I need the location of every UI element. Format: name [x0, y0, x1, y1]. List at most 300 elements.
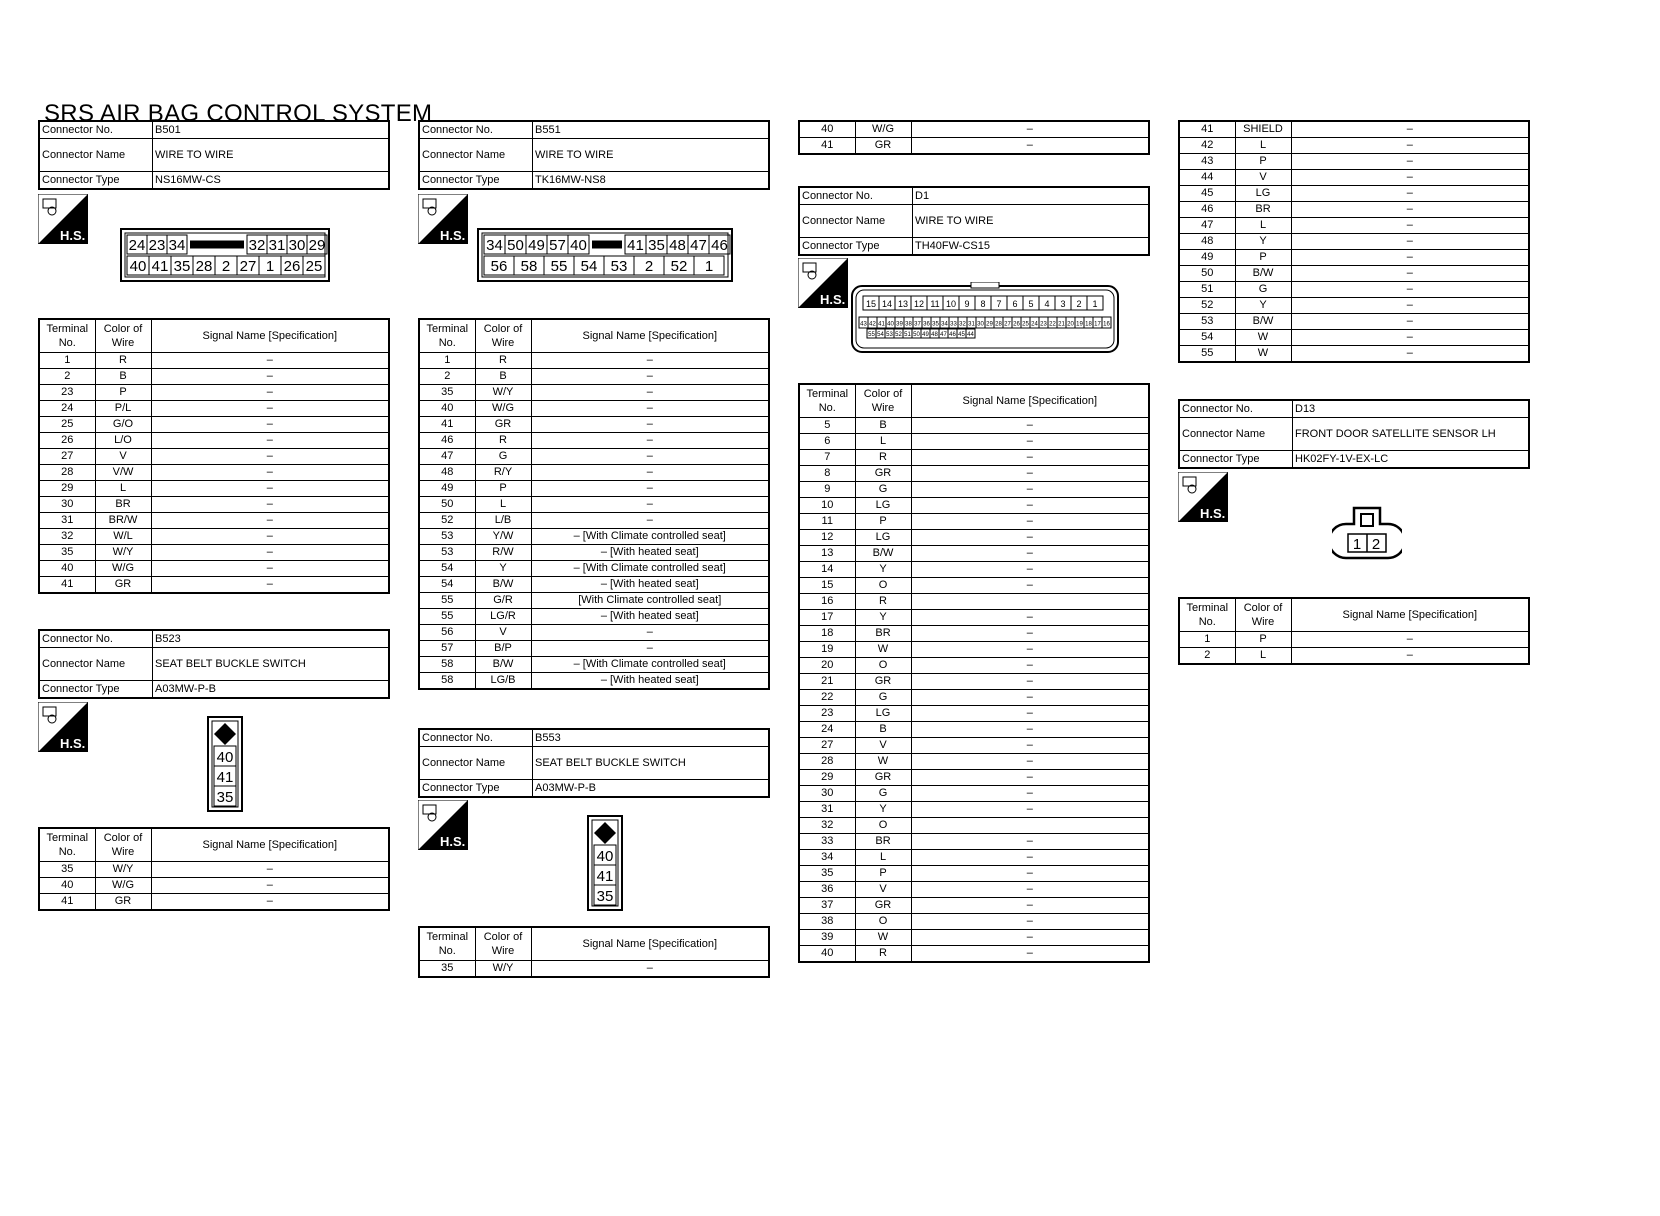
- signal-name-cell: –: [911, 562, 1149, 578]
- signal-name-cell: –: [151, 862, 389, 878]
- terminal-no-header: Terminal No.: [419, 319, 475, 353]
- hs-icon: [798, 258, 848, 308]
- pin-number: 35: [596, 888, 614, 905]
- signal-name-cell: –: [911, 466, 1149, 482]
- table-row: [39, 862, 389, 878]
- connector-type-label: Connector Type: [799, 238, 913, 256]
- terminal-no-cell: 47: [419, 449, 475, 465]
- pin-number: 50: [507, 236, 524, 254]
- table-row: [1179, 346, 1529, 363]
- signal-name-cell: – [With heated seat]: [531, 673, 769, 690]
- hs-icon: [418, 194, 468, 244]
- pin-number: 15: [865, 298, 877, 309]
- signal-name-cell: –: [911, 674, 1149, 690]
- signal-name-cell: –: [531, 513, 769, 529]
- table-row: [1179, 282, 1529, 298]
- wire-color-cell: B: [95, 369, 151, 385]
- pin-number: 14: [881, 298, 893, 309]
- signal-name-cell: –: [911, 498, 1149, 514]
- connector-info-d1: [798, 186, 1150, 256]
- table-row: [1179, 330, 1529, 346]
- connector-name-label: Connector Name: [39, 139, 153, 172]
- wire-color-cell: L: [855, 434, 911, 450]
- table-row: [39, 449, 389, 465]
- pin-number: 23: [1040, 321, 1047, 328]
- terminal-table-d1: [798, 383, 1150, 963]
- wire-color-cell: GR: [475, 417, 531, 433]
- terminal-no-cell: 58: [419, 673, 475, 690]
- connector-no-value: D13: [1293, 400, 1530, 418]
- wire-color-cell: GR: [855, 466, 911, 482]
- terminal-no-cell: 6: [799, 434, 855, 450]
- wire-color-cell: LG: [855, 530, 911, 546]
- wire-color-cell: V: [1235, 170, 1291, 186]
- wire-color-cell: B: [855, 722, 911, 738]
- table-row: [1179, 154, 1529, 170]
- pin-number: 58: [520, 257, 538, 275]
- terminal-no-cell: 54: [419, 561, 475, 577]
- signal-name-cell: –: [1291, 250, 1529, 266]
- pin-number: 40: [596, 848, 614, 865]
- pin-number: 35: [648, 236, 665, 254]
- pin-number: 25: [305, 257, 323, 275]
- signal-name-header: Signal Name [Specification]: [531, 319, 769, 353]
- terminal-no-cell: 40: [39, 878, 95, 894]
- wire-color-cell: W/Y: [475, 385, 531, 401]
- pin-number: 35: [216, 789, 234, 806]
- pin-number: 52: [670, 257, 688, 275]
- wire-color-cell: Y: [1235, 298, 1291, 314]
- terminal-no-cell: 37: [799, 898, 855, 914]
- connector-no-value: D1: [913, 187, 1150, 205]
- pin-number: 37: [914, 321, 921, 328]
- signal-name-cell: –: [531, 961, 769, 978]
- signal-name-cell: –: [1291, 234, 1529, 250]
- connector-name-value: WIRE TO WIRE: [913, 205, 1150, 238]
- terminal-no-cell: 55: [419, 593, 475, 609]
- pin-number: 6: [1012, 298, 1018, 309]
- signal-name-cell: –: [1291, 218, 1529, 234]
- table-row: [799, 802, 1149, 818]
- wire-color-cell: R: [95, 353, 151, 369]
- color-of-wire-header: Color of Wire: [95, 828, 151, 862]
- wire-color-cell: GR: [95, 894, 151, 911]
- wire-color-cell: G: [1235, 282, 1291, 298]
- terminal-no-cell: 25: [39, 417, 95, 433]
- signal-name-cell: –: [151, 561, 389, 577]
- wire-color-cell: Y: [1235, 234, 1291, 250]
- terminal-no-cell: 24: [799, 722, 855, 738]
- pin-number: 26: [1013, 321, 1020, 328]
- terminal-no-cell: 54: [419, 577, 475, 593]
- table-row: [799, 850, 1149, 866]
- wire-color-cell: L: [95, 481, 151, 497]
- pin-number: 30: [288, 236, 306, 254]
- pin-number: 55: [868, 332, 875, 339]
- terminal-no-cell: 55: [419, 609, 475, 625]
- table-row: [39, 417, 389, 433]
- wire-color-cell: SHIELD: [1235, 121, 1291, 138]
- terminal-no-cell: 16: [799, 594, 855, 610]
- terminal-no-cell: 49: [1179, 250, 1235, 266]
- connector-name-label: Connector Name: [419, 139, 533, 172]
- wire-color-cell: V: [95, 449, 151, 465]
- signal-name-cell: –: [911, 578, 1149, 594]
- table-row: [1179, 250, 1529, 266]
- terminal-no-cell: 50: [1179, 266, 1235, 282]
- pin-number: 24: [128, 236, 146, 254]
- connector-name-value: FRONT DOOR SATELLITE SENSOR LH: [1293, 418, 1530, 451]
- connector-no-label: Connector No.: [799, 187, 913, 205]
- terminal-no-cell: 21: [799, 674, 855, 690]
- wire-color-cell: LG: [1235, 186, 1291, 202]
- signal-name-cell: –: [911, 626, 1149, 642]
- signal-name-cell: –: [151, 449, 389, 465]
- wire-color-cell: G/O: [95, 417, 151, 433]
- signal-name-cell: –: [151, 401, 389, 417]
- signal-name-cell: –: [151, 878, 389, 894]
- terminal-no-cell: 17: [799, 610, 855, 626]
- terminal-no-header: Terminal No.: [39, 828, 95, 862]
- signal-name-cell: [911, 594, 1149, 610]
- table-row: [39, 513, 389, 529]
- connector-info-b553: [418, 728, 770, 798]
- connector-name-value: SEAT BELT BUCKLE SWITCH: [153, 648, 390, 681]
- terminal-no-cell: 31: [39, 513, 95, 529]
- signal-name-cell: –: [911, 121, 1149, 138]
- wire-color-cell: GR: [855, 898, 911, 914]
- wire-color-cell: V: [855, 882, 911, 898]
- wire-color-cell: R/Y: [475, 465, 531, 481]
- table-row: [799, 914, 1149, 930]
- terminal-no-cell: 50: [419, 497, 475, 513]
- table-row: [799, 658, 1149, 674]
- terminal-table-b551: [418, 318, 770, 690]
- terminal-no-cell: 29: [39, 481, 95, 497]
- terminal-no-cell: 28: [39, 465, 95, 481]
- wire-color-cell: B/W: [475, 657, 531, 673]
- table-row: [799, 562, 1149, 578]
- signal-name-cell: – [With Climate controlled seat]: [531, 561, 769, 577]
- signal-name-cell: –: [531, 353, 769, 369]
- table-row: [419, 465, 769, 481]
- wire-color-cell: W/L: [95, 529, 151, 545]
- pin-number: 28: [995, 321, 1002, 328]
- signal-name-cell: –: [911, 866, 1149, 882]
- pin-number: 16: [1103, 321, 1110, 328]
- connector-no-label: Connector No.: [419, 121, 533, 139]
- terminal-no-cell: 30: [799, 786, 855, 802]
- connector-type-label: Connector Type: [39, 172, 153, 190]
- table-row: [1179, 138, 1529, 154]
- wire-color-cell: W: [855, 642, 911, 658]
- wire-color-cell: O: [855, 818, 911, 834]
- pin-number: 21: [1058, 321, 1065, 328]
- hs-icon: [38, 194, 88, 244]
- signal-name-cell: –: [531, 401, 769, 417]
- signal-name-cell: –: [911, 690, 1149, 706]
- terminal-no-cell: 35: [419, 961, 475, 978]
- terminal-no-cell: 53: [419, 529, 475, 545]
- color-of-wire-header: Color of Wire: [475, 319, 531, 353]
- wire-color-cell: LG/R: [475, 609, 531, 625]
- signal-name-cell: –: [1291, 266, 1529, 282]
- color-of-wire-header: Color of Wire: [855, 384, 911, 418]
- pin-number: 2: [1076, 298, 1082, 309]
- pin-number: 43: [860, 321, 867, 328]
- pin-number: 41: [216, 769, 234, 786]
- keyway-mark: [190, 241, 244, 249]
- terminal-no-cell: 35: [419, 385, 475, 401]
- terminal-no-cell: 56: [419, 625, 475, 641]
- pin-number: 40: [129, 257, 147, 275]
- terminal-no-cell: 7: [799, 450, 855, 466]
- pin-number: 10: [945, 298, 957, 309]
- terminal-no-cell: 12: [799, 530, 855, 546]
- pin-number: 52: [895, 332, 902, 339]
- connector-no-value: B501: [153, 121, 390, 139]
- signal-name-cell: –: [1291, 154, 1529, 170]
- signal-name-header: Signal Name [Specification]: [151, 319, 389, 353]
- table-row: [799, 706, 1149, 722]
- wire-color-cell: BR/W: [95, 513, 151, 529]
- signal-name-cell: –: [151, 497, 389, 513]
- signal-name-cell: –: [151, 577, 389, 594]
- wire-color-cell: W/Y: [95, 545, 151, 561]
- signal-name-cell: –: [531, 369, 769, 385]
- terminal-no-cell: 24: [39, 401, 95, 417]
- terminal-no-cell: 1: [419, 353, 475, 369]
- signal-name-cell: [911, 818, 1149, 834]
- terminal-no-cell: 31: [799, 802, 855, 818]
- signal-name-cell: –: [151, 417, 389, 433]
- connector-name-label: Connector Name: [39, 648, 153, 681]
- wire-color-cell: Y: [475, 561, 531, 577]
- terminal-no-cell: 53: [419, 545, 475, 561]
- pin-number: 40: [887, 321, 894, 328]
- signal-name-cell: –: [911, 138, 1149, 155]
- table-row: [419, 513, 769, 529]
- wire-color-cell: L: [1235, 648, 1291, 665]
- pin-number: 57: [549, 236, 566, 254]
- wire-color-cell: G: [855, 690, 911, 706]
- pin-number: 8: [980, 298, 986, 309]
- hs-icon: [418, 800, 468, 850]
- connector-info-b523: [38, 629, 390, 699]
- table-row: [1179, 298, 1529, 314]
- table-row: [799, 450, 1149, 466]
- table-row: [1179, 648, 1529, 665]
- wire-color-cell: W: [1235, 346, 1291, 363]
- signal-name-cell: –: [1291, 121, 1529, 138]
- signal-name-cell: –: [531, 417, 769, 433]
- signal-name-cell: –: [1291, 346, 1529, 363]
- pin-number: 56: [490, 257, 508, 275]
- pin-number: 34: [941, 321, 948, 328]
- terminal-no-cell: 57: [419, 641, 475, 657]
- wire-color-cell: R: [475, 433, 531, 449]
- pin-number: 12: [913, 298, 925, 309]
- signal-name-cell: –: [911, 434, 1149, 450]
- pin-number: 49: [922, 332, 929, 339]
- pin-number: 48: [669, 236, 686, 254]
- table-row: [1179, 632, 1529, 648]
- pin-number: 55: [550, 257, 568, 275]
- wire-color-cell: L: [475, 497, 531, 513]
- signal-name-cell: –: [151, 481, 389, 497]
- table-row: [799, 610, 1149, 626]
- pin-number: 46: [711, 236, 728, 254]
- pin-number: 38: [905, 321, 912, 328]
- signal-name-cell: –: [911, 610, 1149, 626]
- terminal-no-header: Terminal No.: [799, 384, 855, 418]
- table-row: [1179, 218, 1529, 234]
- wire-color-cell: LG: [855, 706, 911, 722]
- connector-type-value: A03MW-P-B: [533, 780, 770, 798]
- wire-color-cell: R: [475, 353, 531, 369]
- terminal-no-cell: 20: [799, 658, 855, 674]
- table-row: [799, 626, 1149, 642]
- pin-number: 1: [704, 257, 714, 275]
- pin-number: 30: [977, 321, 984, 328]
- table-row: [39, 894, 389, 911]
- connector-face-d1: [851, 282, 1119, 356]
- pin-number: 42: [869, 321, 876, 328]
- table-row: [39, 545, 389, 561]
- wire-color-cell: B/W: [475, 577, 531, 593]
- terminal-no-cell: 41: [39, 894, 95, 911]
- connector-name-value: SEAT BELT BUCKLE SWITCH: [533, 747, 770, 780]
- signal-name-cell: –: [1291, 202, 1529, 218]
- table-row: [419, 369, 769, 385]
- table-row: [799, 754, 1149, 770]
- wire-color-cell: P: [475, 481, 531, 497]
- wire-color-cell: W/G: [855, 121, 911, 138]
- terminal-no-header: Terminal No.: [1179, 598, 1235, 632]
- table-row: [419, 577, 769, 593]
- table-row: [799, 514, 1149, 530]
- table-row: [1179, 266, 1529, 282]
- wire-color-cell: GR: [855, 674, 911, 690]
- signal-name-cell: –: [1291, 138, 1529, 154]
- terminal-no-cell: 34: [799, 850, 855, 866]
- table-row: [419, 641, 769, 657]
- terminal-no-cell: 36: [799, 882, 855, 898]
- terminal-no-cell: 33: [799, 834, 855, 850]
- table-row: [419, 353, 769, 369]
- signal-name-cell: –: [151, 513, 389, 529]
- table-row: [419, 385, 769, 401]
- table-row: [419, 497, 769, 513]
- pin-number: 31: [968, 321, 975, 328]
- terminal-no-cell: 51: [1179, 282, 1235, 298]
- pin-number: 17: [1094, 321, 1101, 328]
- wire-color-cell: B: [475, 369, 531, 385]
- signal-name-cell: –: [1291, 186, 1529, 202]
- connector-name-value: WIRE TO WIRE: [533, 139, 770, 172]
- page-title: SRS AIR BAG CONTROL SYSTEM: [44, 100, 433, 127]
- terminal-table-b553: [418, 926, 770, 978]
- table-row: [419, 417, 769, 433]
- wire-color-cell: P: [1235, 632, 1291, 648]
- pin-number: 23: [148, 236, 166, 254]
- keyway-mark: [592, 241, 622, 249]
- signal-name-cell: – [With Climate controlled seat]: [531, 529, 769, 545]
- terminal-no-cell: 13: [799, 546, 855, 562]
- pin-number: 11: [930, 298, 940, 309]
- signal-name-cell: – [With heated seat]: [531, 609, 769, 625]
- table-row: [799, 642, 1149, 658]
- table-row: [799, 546, 1149, 562]
- svg-text:H.S.: H.S.: [440, 834, 466, 849]
- pin-number: 24: [1031, 321, 1038, 328]
- connector-no-label: Connector No.: [419, 729, 533, 747]
- signal-name-cell: –: [911, 722, 1149, 738]
- wire-color-cell: R: [855, 450, 911, 466]
- signal-name-cell: –: [1291, 330, 1529, 346]
- wire-color-cell: B/W: [1235, 314, 1291, 330]
- pin-number: 40: [216, 749, 234, 766]
- connector-type-label: Connector Type: [1179, 451, 1293, 469]
- pin-number: 1: [265, 257, 275, 275]
- wire-color-cell: B/W: [1235, 266, 1291, 282]
- terminal-no-cell: 52: [1179, 298, 1235, 314]
- table-row: [39, 561, 389, 577]
- table-row: [419, 561, 769, 577]
- connector-face-b551: [477, 228, 733, 282]
- connector-face-d13: [1332, 504, 1402, 562]
- connector-face-b553: [587, 815, 623, 911]
- table-row: [419, 593, 769, 609]
- terminal-no-cell: 35: [39, 545, 95, 561]
- wire-color-cell: GR: [95, 577, 151, 594]
- table-row: [799, 530, 1149, 546]
- table-row: [1179, 314, 1529, 330]
- table-row: [419, 401, 769, 417]
- terminal-no-cell: 32: [39, 529, 95, 545]
- wire-color-cell: W/G: [475, 401, 531, 417]
- table-row: [419, 433, 769, 449]
- signal-name-cell: –: [531, 433, 769, 449]
- table-row: [39, 401, 389, 417]
- wire-color-cell: W: [855, 754, 911, 770]
- connector-no-label: Connector No.: [39, 121, 153, 139]
- signal-name-cell: –: [1291, 648, 1529, 665]
- wire-color-cell: L: [855, 850, 911, 866]
- pin-number: 40: [570, 236, 587, 254]
- terminal-no-cell: 40: [419, 401, 475, 417]
- pin-number: 54: [877, 332, 884, 339]
- pin-number: 54: [580, 257, 598, 275]
- terminal-no-cell: 40: [799, 121, 855, 138]
- terminal-no-cell: 2: [419, 369, 475, 385]
- pin-number: 18: [1085, 321, 1092, 328]
- terminal-no-cell: 30: [39, 497, 95, 513]
- signal-name-cell: –: [911, 642, 1149, 658]
- table-row: [1179, 202, 1529, 218]
- pin-number: 1: [1352, 536, 1362, 553]
- svg-text:H.S.: H.S.: [820, 292, 846, 307]
- terminal-no-cell: 27: [799, 738, 855, 754]
- pin-number: 41: [151, 257, 169, 275]
- signal-name-cell: –: [911, 738, 1149, 754]
- wire-color-cell: V/W: [95, 465, 151, 481]
- wire-color-cell: G: [855, 786, 911, 802]
- pin-number: 41: [878, 321, 885, 328]
- terminal-no-cell: 45: [1179, 186, 1235, 202]
- signal-name-cell: –: [531, 641, 769, 657]
- signal-name-cell: –: [911, 850, 1149, 866]
